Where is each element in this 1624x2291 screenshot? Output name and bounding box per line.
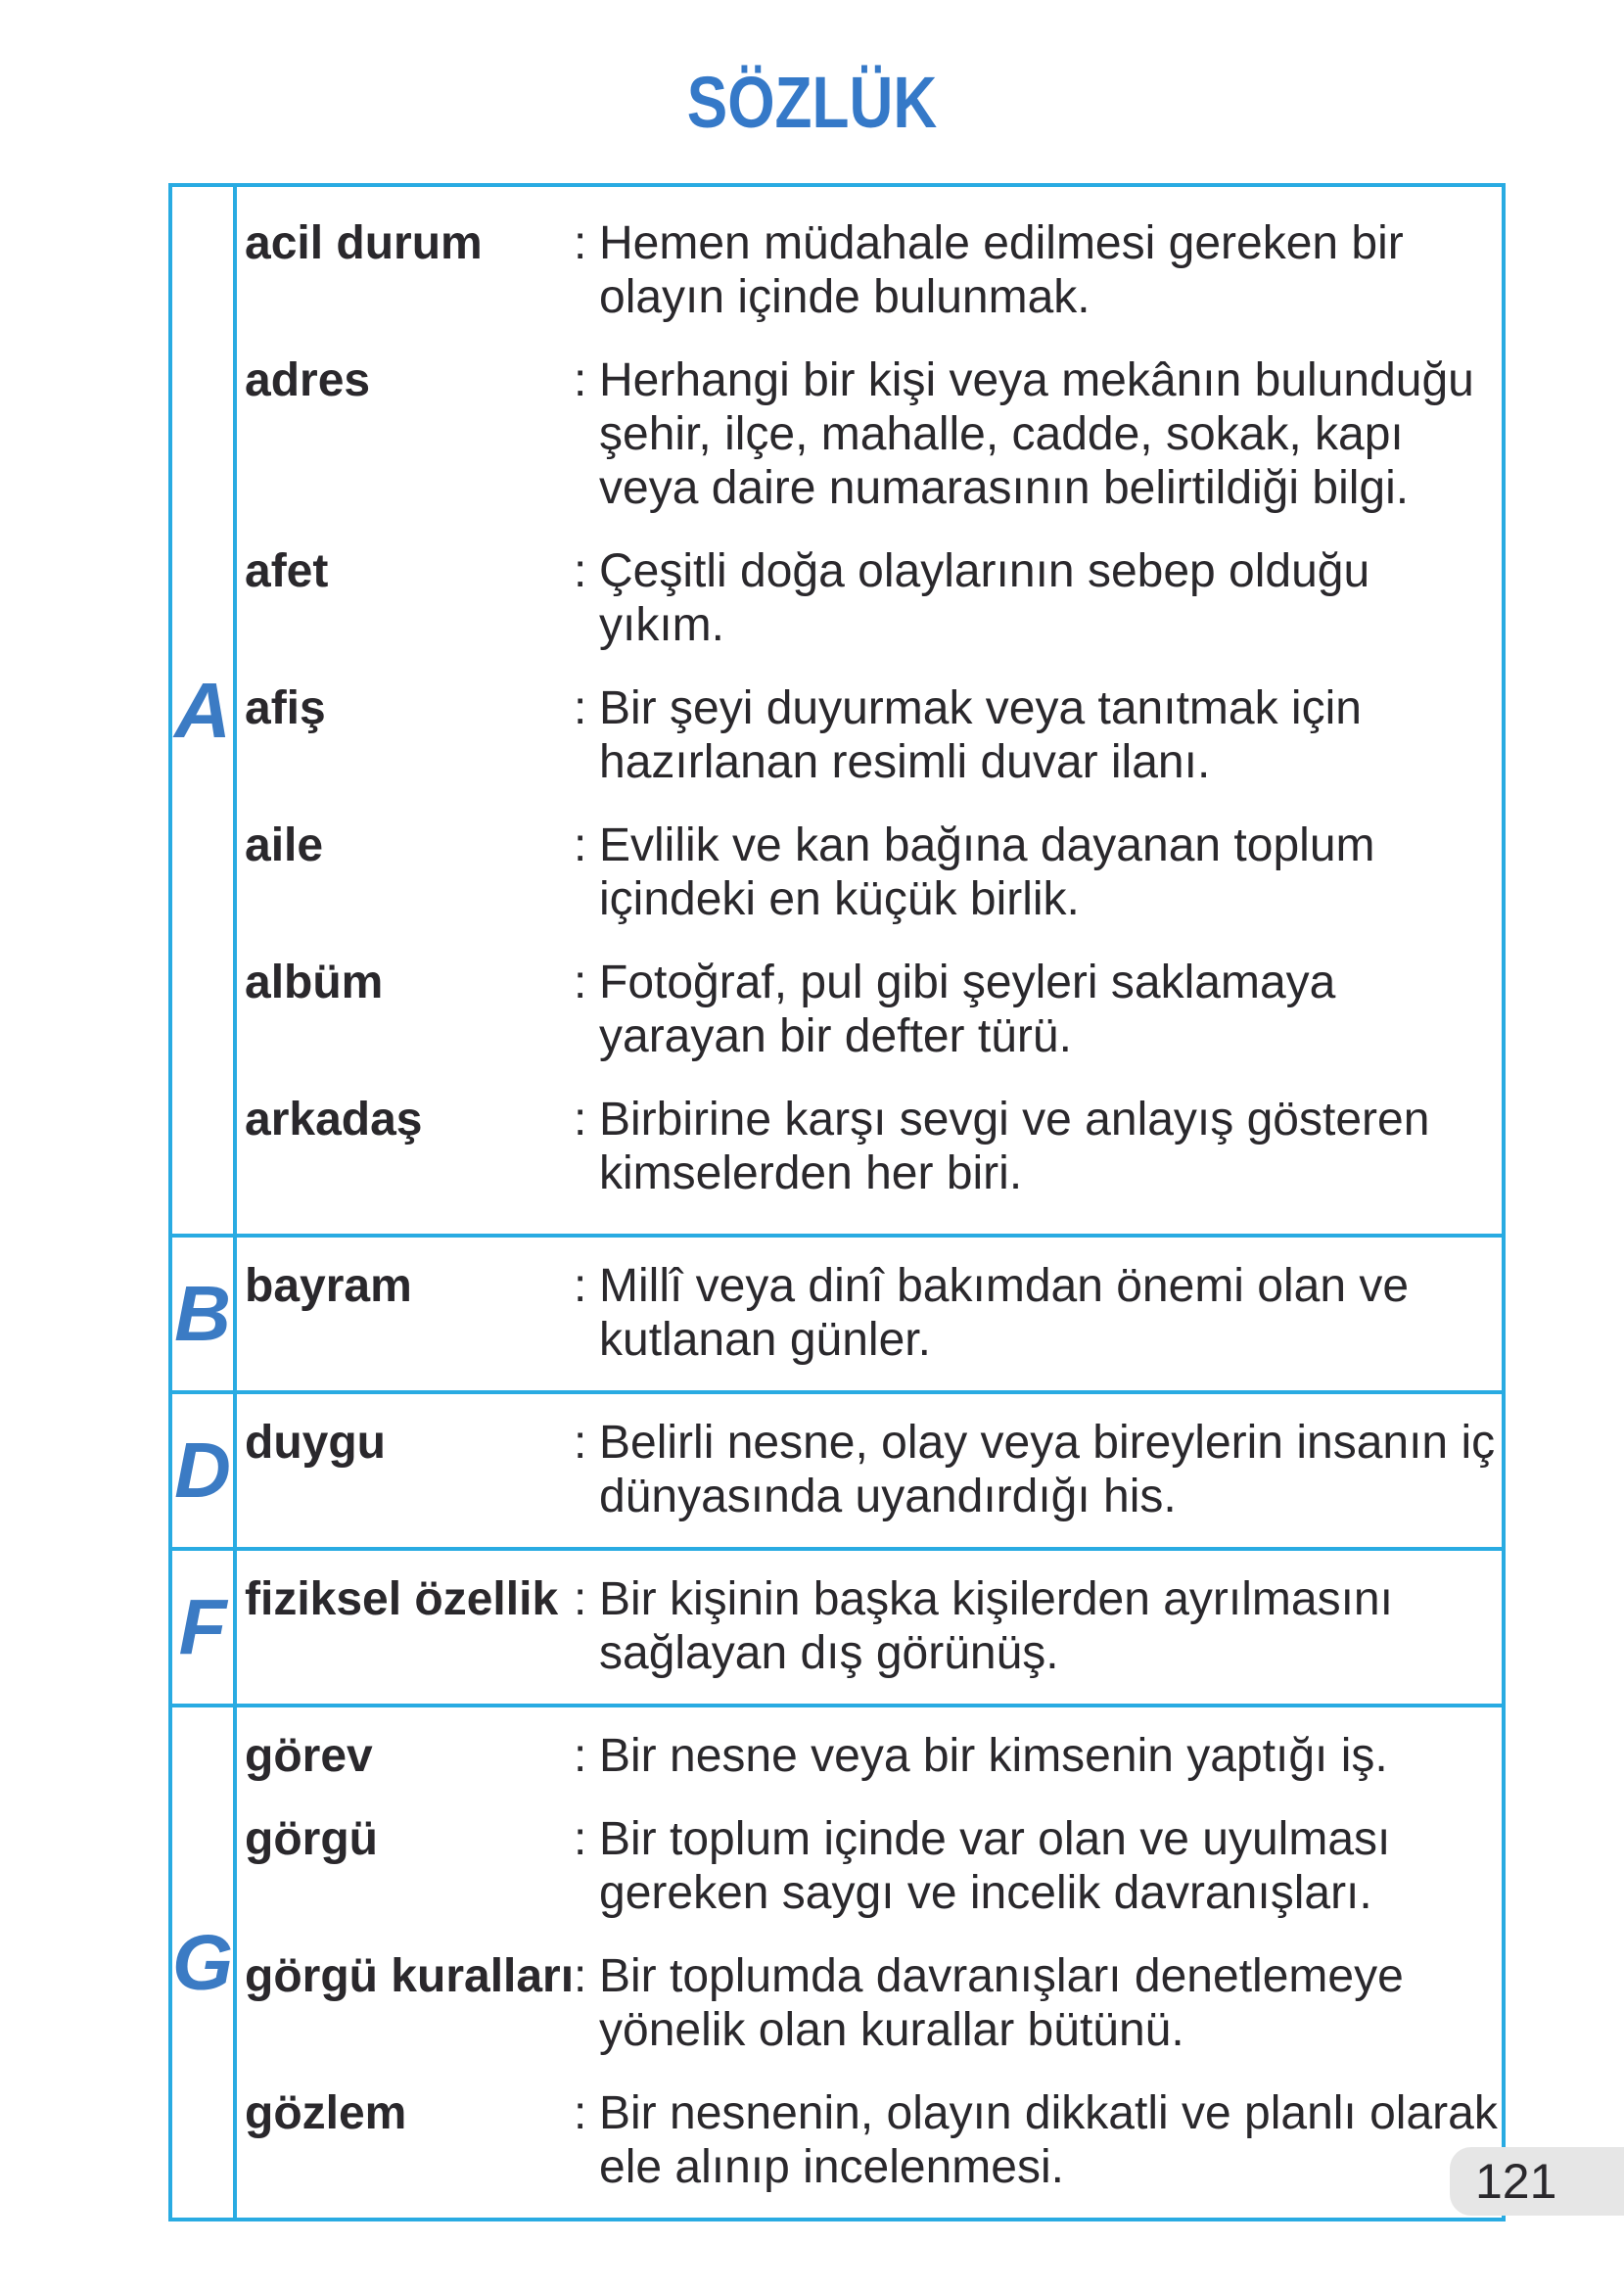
page-number-badge: [1450, 2147, 1624, 2216]
entry-term: acil durum: [245, 217, 483, 269]
entry-term: görgü kuralları: [245, 1950, 575, 2002]
dictionary-entry: [245, 1259, 1502, 1367]
dictionary-entry: [245, 353, 1502, 515]
entry-colon: :: [574, 819, 587, 871]
entry-definition: Bir toplum içinde var olan ve uyulması gereken saygı ve incelik davranışları.: [599, 1813, 1391, 1919]
dictionary-entry: [245, 1729, 1502, 1783]
dictionary-entry: [245, 1812, 1502, 1920]
entry-colon: :: [574, 217, 587, 269]
entry-term: görgü: [245, 1813, 378, 1865]
entry-colon: :: [574, 682, 587, 734]
entry-colon: :: [574, 957, 587, 1008]
entry-definition: Birbirine karşı sevgi ve anlayış gösteren kimselerden her biri.: [599, 1094, 1430, 1199]
entry-definition: Bir nesne veya bir kimsenin yaptığı iş.: [599, 1730, 1388, 1782]
section-letter: F: [172, 1551, 237, 1704]
dictionary-entry: [245, 1093, 1502, 1200]
entry-term: fiziksel özellik: [245, 1573, 559, 1625]
entry-colon: :: [574, 1573, 587, 1625]
entry-term: gözlem: [245, 2087, 407, 2139]
entry-colon: :: [574, 2087, 587, 2139]
entry-term: afet: [245, 545, 329, 597]
entry-colon: :: [574, 1813, 587, 1865]
entry-definition: Bir toplumda davranışları denetlemeye yönelik olan kurallar bütünü.: [599, 1950, 1404, 2056]
entry-colon: :: [574, 1950, 587, 2002]
entry-definition: Millî veya dinî bakımdan önemi olan ve kutlanan günler.: [599, 1260, 1410, 1366]
dictionary-entry: [245, 1572, 1502, 1680]
entry-term: bayram: [245, 1260, 412, 1312]
entry-term: aile: [245, 819, 324, 871]
entry-definition: Fotoğraf, pul gibi şeyleri saklamaya yarayan bir defter türü.: [599, 957, 1336, 1062]
page-title: SÖZLÜK: [686, 62, 938, 143]
entry-term: duygu: [245, 1417, 386, 1469]
entry-definition: Bir nesnenin, olayın dikkatli ve planlı olarak ele alınıp incelenmesi.: [599, 2087, 1498, 2193]
entry-colon: :: [574, 1417, 587, 1469]
section-entries: [237, 1394, 1502, 1547]
section-entries: [237, 1707, 1502, 2218]
entry-term: arkadaş: [245, 1094, 423, 1146]
letter-section-a: [172, 187, 1502, 1234]
letter-section-g: [172, 1704, 1502, 2218]
dictionary-entry: [245, 216, 1502, 324]
dictionary-table: [168, 183, 1506, 2221]
entry-colon: :: [574, 354, 587, 406]
entry-term: afiş: [245, 682, 326, 734]
dictionary-entry: [245, 681, 1502, 789]
entry-definition: Bir şeyi duyurmak veya tanıtmak için hazırlanan resimli duvar ilanı.: [599, 682, 1362, 788]
section-letter: B: [172, 1238, 237, 1390]
entry-colon: :: [574, 545, 587, 597]
entry-definition: Bir kişinin başka kişilerden ayrılmasını sağlayan dış görünüş.: [599, 1573, 1393, 1679]
entry-definition: Herhangi bir kişi veya mekânın bulunduğu şehir, ilçe, mahalle, cadde, sokak, kapı veya daire numarasının belirtildiği bilgi.: [599, 354, 1474, 514]
section-letter: G: [172, 1707, 237, 2218]
section-entries: [237, 187, 1502, 1234]
dictionary-entry: [245, 956, 1502, 1063]
letter-section-b: [172, 1234, 1502, 1390]
section-entries: [237, 1238, 1502, 1390]
dictionary-entry: [245, 818, 1502, 926]
section-entries: [237, 1551, 1502, 1704]
entry-colon: :: [574, 1094, 587, 1146]
dictionary-entry: [245, 2086, 1502, 2194]
dictionary-entry: [245, 1416, 1502, 1523]
entry-definition: Çeşitli doğa olaylarının sebep olduğu yıkım.: [599, 545, 1370, 651]
letter-section-d: [172, 1390, 1502, 1547]
letter-section-f: [172, 1547, 1502, 1704]
section-letter: D: [172, 1394, 237, 1547]
entry-definition: Hemen müdahale edilmesi gereken bir olayın içinde bulunmak.: [599, 217, 1404, 323]
entry-definition: Evlilik ve kan bağına dayanan toplum içindeki en küçük birlik.: [599, 819, 1375, 925]
section-letter: A: [172, 187, 237, 1234]
entry-term: adres: [245, 354, 371, 406]
entry-colon: :: [574, 1260, 587, 1312]
entry-colon: :: [574, 1730, 587, 1782]
dictionary-entry: [245, 544, 1502, 652]
dictionary-entry: [245, 1949, 1502, 2057]
entry-term: albüm: [245, 957, 384, 1008]
entry-term: görev: [245, 1730, 373, 1782]
entry-definition: Belirli nesne, olay veya bireylerin insanın iç dünyasında uyandırdığı his.: [599, 1417, 1496, 1522]
page-number: 121: [1475, 2154, 1557, 2209]
